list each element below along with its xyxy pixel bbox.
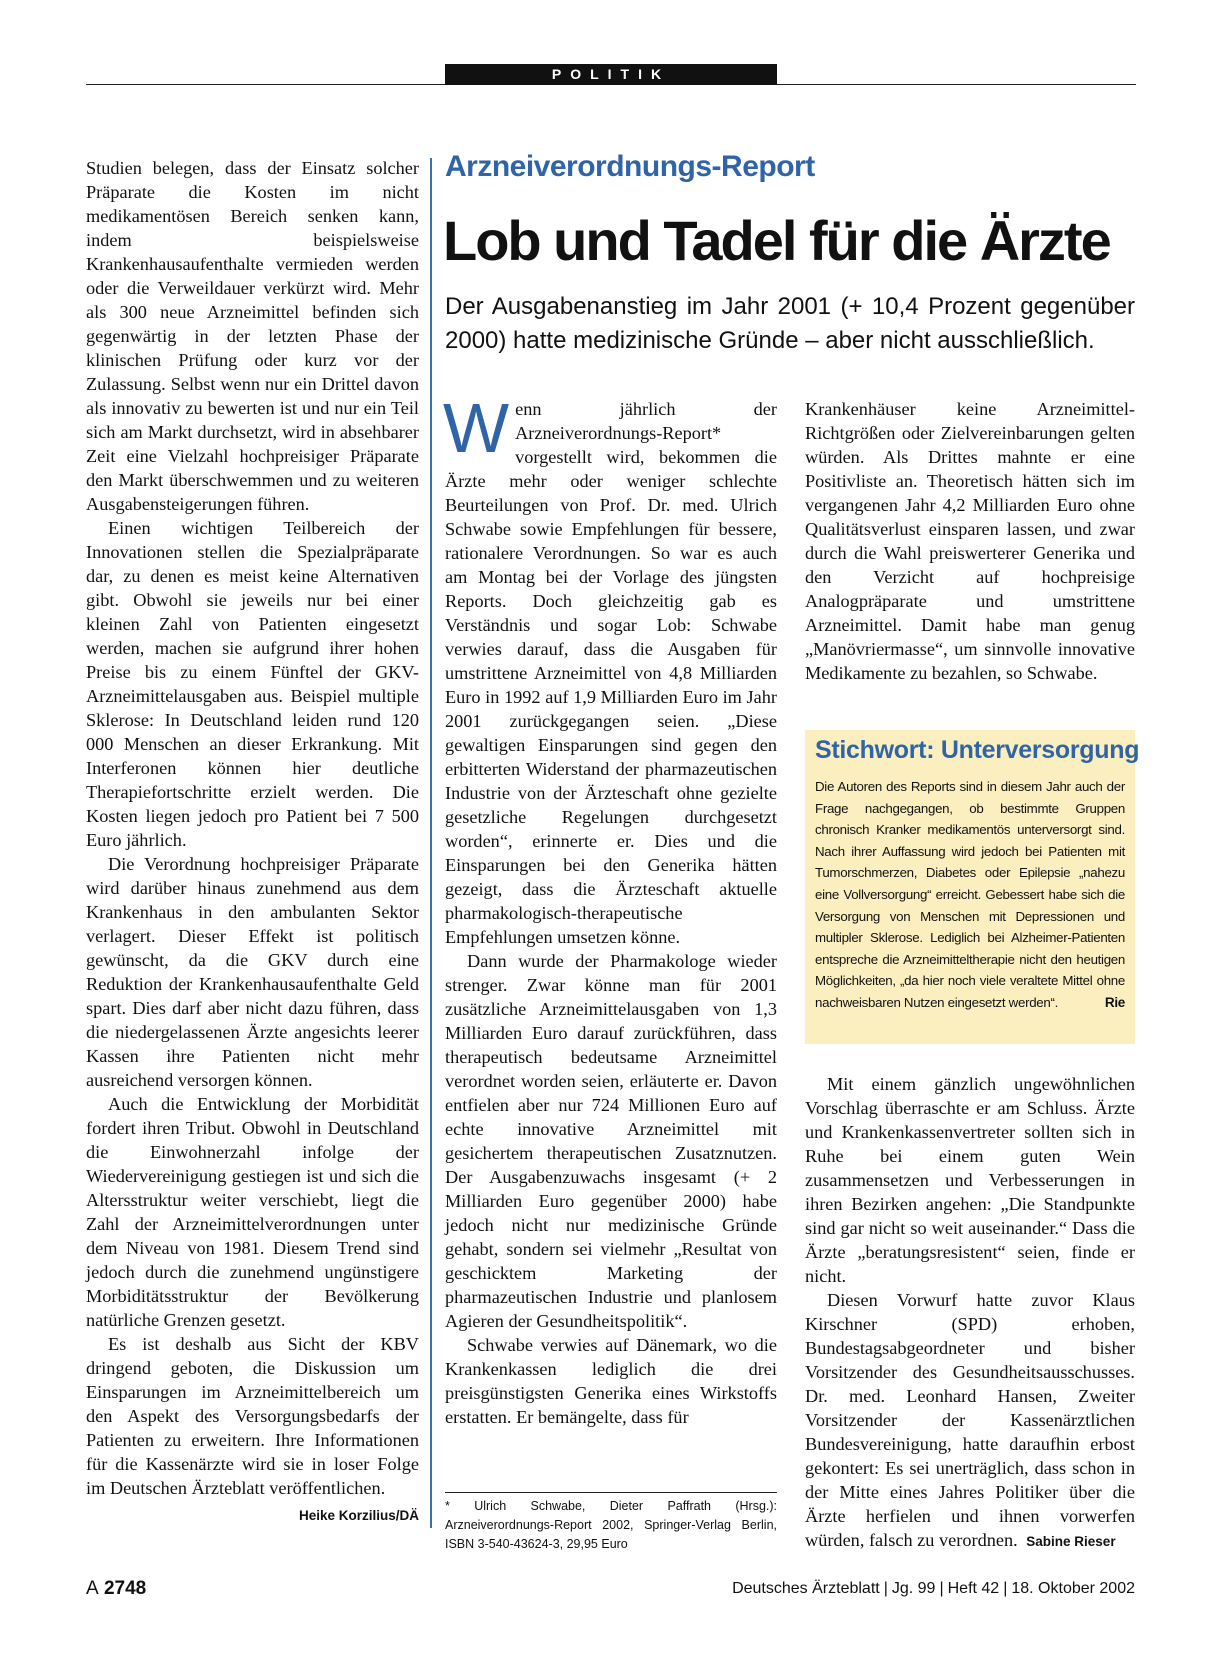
paragraph: Die Verordnung hochpreisiger Präparate wird darüber hinaus zunehmend aus dem Krankenhaus in den ambulanten Sektor verlagert. Dieser Effekt ist politisch gewünscht, da die GKV durch eine Reduktion der Krankenhausaufenthalte Geld spart. Dies darf aber nicht dazu führen, dass die niedergelassenen Ärzte angesichts leerer Kassen ihre Patienten nicht mehr ausreichend versorgen können. [86,854,419,1090]
paragraph: Studien belegen, dass der Einsatz solcher Präparate die Kosten im nicht medikamentösen Bereich senken kann, indem beispielsweise Krankenhausaufenthalte vermieden werden oder die Verweildauer verkürzt wird. Mehr als 300 neue Arzneimittel befinden sich gegenwärtig in der letzten Phase der klinischen Prüfung oder kurz vor der Zulassung. Selbst wenn nur ein Drittel davon als innovativ zu bewerten ist und nur ein Teil sich am Markt durchsetzt, wird in absehbarer Zeit eine Vielzahl hochpreisiger Präparate den Markt überschwemmen und zu weiteren Ausgabensteigerungen führen. [86,158,419,514]
footnote: * Ulrich Schwabe, Dieter Paffrath (Hrsg.): Arzneiverordnungs-Report 2002, Springer-Verlag Berlin, ISBN 3-540-43624-3, 29,95 Euro [445,1499,777,1551]
column-divider [430,158,432,1528]
paragraph: Schwabe verwies auf Dänemark, wo die Krankenkassen lediglich die drei preisgünstigsten Generika eines Wirkstoffs erstatten. Er bemängelte, dass für [445,1335,777,1427]
footer-separator: | [1003,1580,1008,1597]
article-deck: Der Ausgabenanstieg im Jahr 2001 (+ 10,4 Prozent gegenüber 2000) hatte medizinische Gründe – aber nicht ausschließlich. [445,293,1135,354]
page-number-value: 2748 [103,1578,147,1599]
footer-publication-info [732,1580,1135,1598]
paragraph-text: Es ist deshalb aus Sicht der KBV dringend geboten, die Diskussion um Einsparungen im Arzneimittelbereich um den Aspekt des Versorgungsbedarfs der Patienten zu erweitern. Ihre Informationen für die Kassenärzte wird sie in loser Folge im Deutschen Ärzteblatt veröffentlichen. [86,1334,419,1498]
paragraph-text: Diesen Vorwurf hatte zuvor Klaus Kirschner (SPD) erhoben, Bundestagsabgeordneter und bisher Vorsitzender des Gesundheitsausschusses. Dr. med. Leonhard Hansen, Zweiter Vorsitzender der Kassenärztlichen Bundesvereinigung, hatte daraufhin erbost gekontert: Es sei unerträglich, dass schon in der Mitte eines Jahres Politiker über die Ärzte herfielen und ihnen vorwerfen würden, falsch zu verordnen. [805,1290,1135,1550]
drop-cap: W [443,389,510,467]
infobox-body: Die Autoren des Reports sind in diesem Jahr auch der Frage nachgegangen, ob bestimmte Gruppen chronisch Kranker medikamentös unterversorgt sind. Nach ihrer Auffassung wird jedoch bei Patienten mit Tumorschmerzen, Diabetes oder Epilepsie „nahezu eine Vollversorgung“ erreicht. Gebessert habe sich die Versorgung von Menschen mit Depressionen und multipler Sklerose. Lediglich bei Alzheimer-Patienten entspreche die Arzneimitteltherapie nicht den heutigen Möglichkeiten, „da hier noch viele veraltete Mittel ohne nachweisbaren Nutzen eingesetzt werden“. [815,779,1125,1010]
page-number [86,1578,146,1600]
paragraph: Auch die Entwicklung der Morbidität fordert ihren Tribut. Obwohl in Deutschland die Einwohnerzahl infolge der Wiedervereinigung gestiegen ist und sich die Altersstruktur weiter verschiebt, liegt die Zahl der Arzneimittelverordnungen unter dem Niveau von 1981. Diesem Trend sind jedoch durch die zunehmend ungünstigere Morbiditätsstruktur der Bevölkerung natürliche Grenzen gesetzt. [86,1094,419,1330]
page-prefix: A [86,1578,99,1599]
volume: Jg. 99 [891,1580,936,1597]
issue-date: 18. Oktober 2002 [1011,1580,1135,1597]
author-byline: Sabine Rieser [1026,1534,1116,1549]
article-headline: Lob und Tadel für die Ärzte [443,209,1110,272]
left-column [86,156,419,1528]
infobox-text [815,776,1125,1014]
issue: Heft 42 [947,1580,1000,1597]
paragraph: Krankenhäuser keine Arzneimittel-Richtgrößen oder Zielvereinbarungen gelten würden. Als Drittes mahnte er eine Positivliste an. Theoretisch hätten sich im vergangenen Jahr 4,2 Milliarden Euro ohne Qualitätsverlust einsparen lassen, und zwar durch die Wahl preiswerterer Generika und den Verzicht auf hochpreisige Analogpräparate und umstrittene Arzneimittel. Damit habe man genug „Manövriermasse“, um sinnvolle innovative Medikamente zu bezahlen, so Schwabe. [805,399,1135,683]
publication-name: Deutsches Ärzteblatt [732,1580,880,1597]
infobox-title: Stichwort: Unterversorgung [815,736,1140,764]
paragraph [805,1288,1135,1554]
section-label: POLITIK [445,64,777,85]
right-column-bottom [805,1072,1135,1554]
lead-paragraph [443,389,777,949]
footnote-rule [445,1492,777,1493]
paragraph: Dann wurde der Pharmakologe wieder strenger. Zwar könne man für 2001 zusätzliche Arzneimittelausgaben von 1,3 Milliarden Euro darauf zurückführen, dass therapeutisch bedeutsame Arzneimittel verordnet worden seien, erläuterte er. Davon entfielen aber nur 724 Millionen Euro auf echte innovative Arzneimittel mit gesichertem therapeutischen Zusatznutzen. Der Ausgabenzuwachs insgesamt (+ 2 Milliarden Euro gegenüber 2000) habe jedoch nicht nur medizinische Gründe gehabt, sondern sei vielmehr „Resultat von geschicktem Marketing der pharmazeutischen Industrie und planlosem Agieren der Gesundheitspolitik“. [445,951,777,1331]
author-byline: Heike Korzilius/DÄ [298,1508,419,1523]
footer-separator: | [883,1580,888,1597]
middle-column [443,389,777,1429]
paragraph: Einen wichtigen Teilbereich der Innovationen stellen die Spezialpräparate dar, zu denen es meist keine Alternativen gibt. Obwohl sie jeweils nur bei einer kleinen Zahl von Patienten eingesetzt werden, machen sie aufgrund ihrer hohen Preise bis zu einem Fünftel der GKV-Arzneimittelausgaben aus. Beispiel multiple Sklerose: In Deutschland leiden rund 120 000 Menschen an dieser Erkrankung. Mit Interferonen können hier deutliche Therapiefortschritte erzielt werden. Die Kosten liegen jedoch pro Patient bei 7 500 Euro jährlich. [86,518,419,850]
article-kicker: Arzneiverordnungs-Report [445,150,815,183]
footer-separator: | [939,1580,944,1597]
infobox-author: Rie [1104,994,1125,1010]
lead-text: enn jährlich der Arzneiverordnungs-Report* vorgestellt wird, bekommen die Ärzte mehr oder weniger schlechte Beurteilungen von Prof. Dr. med. Ulrich Schwabe sowie Empfehlungen für bessere, rationalere Verordnungen. So war es auch am Montag bei der Vorlage des jüngsten Reports. Doch gleichzeitig gab es Verständnis und sogar Lob: Schwabe verwies darauf, dass die Ausgaben für umstrittene Arzneimittel von 4,8 Milliarden Euro in 1992 auf 1,9 Milliarden Euro im Jahr 2001 zurückgegangen seien. „Diese gewaltigen Einsparungen sind gegen den erbitterten Widerstand der pharmazeutischen Industrie von der Ärzteschaft ohne gezielte gesetzliche Regelungen durchgesetzt worden“, erinnerte er. Dies und die Einsparungen bei den Generika hätten gezeigt, dass die Ärzteschaft aktuelle pharmakologisch-therapeutische Empfehlungen umsetzen könne. [445,399,777,947]
paragraph: Mit einem gänzlich ungewöhnlichen Vorschlag überraschte er am Schluss. Ärzte und Krankenkassenvertreter sollten sich in Ruhe bei einem guten Wein zusammensetzen und Verbesserungen in ihren Bezirken angehen: „Die Standpunkte sind gar nicht so weit auseinander.“ Dass die Ärzte „beratungsresistent“ seien, finde er nicht. [805,1074,1135,1286]
paragraph [86,1332,419,1523]
right-column-top [805,397,1135,685]
infobox [805,730,1140,1044]
